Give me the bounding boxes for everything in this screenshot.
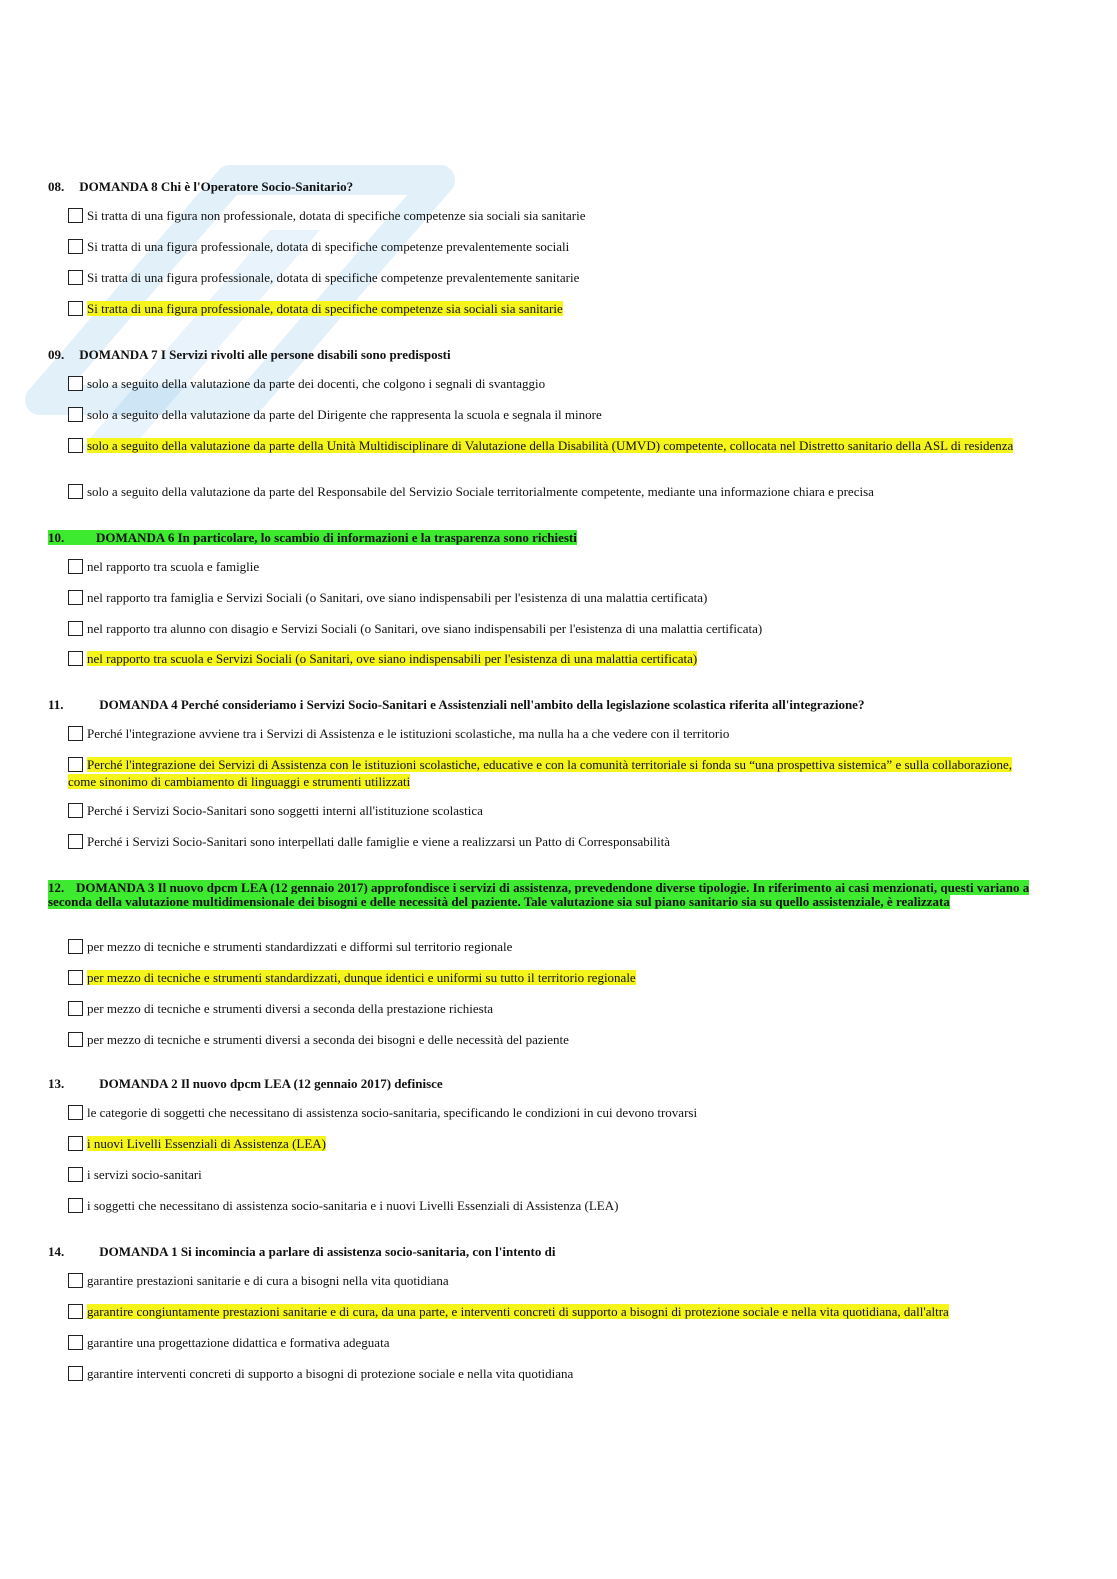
option-13-a <box>68 1104 1031 1121</box>
question-10 <box>48 531 1031 545</box>
option-13-d <box>68 1197 1031 1214</box>
option-text: i soggetti che necessitano di assistenza socio-sanitaria e i nuovi Livelli Essenziali di Assistenza (LEA) <box>87 1198 619 1213</box>
option-14-d <box>68 1365 1031 1382</box>
checkbox[interactable] <box>68 803 83 818</box>
option-09-d <box>68 483 1031 500</box>
question-highlight <box>48 530 577 545</box>
checkbox[interactable] <box>68 834 83 849</box>
question-text: DOMANDA 1 Si incomincia a parlare di assistenza socio-sanitaria, con l'intento di <box>99 1244 556 1259</box>
option-text: garantire interventi concreti di supporto a bisogni di protezione sociale e nella vita quotidiana <box>87 1366 574 1381</box>
checkbox[interactable] <box>68 1304 83 1319</box>
checkbox[interactable] <box>68 590 83 605</box>
option-text: per mezzo di tecniche e strumenti diversi a seconda della prestazione richiesta <box>87 1001 494 1016</box>
option-text-highlighted: solo a seguito della valutazione da parte della Unità Multidisciplinare di Valutazione della Disabilità (UMVD) competente, collocata nel Distretto sanitario della ASL di residenza <box>87 438 1014 453</box>
checkbox[interactable] <box>68 1366 83 1381</box>
checkbox[interactable] <box>68 301 83 316</box>
question-text: DOMANDA 2 Il nuovo dpcm LEA (12 gennaio 2017) definisce <box>99 1076 443 1091</box>
option-text-highlighted: per mezzo di tecniche e strumenti standardizzati, dunque identici e uniformi su tutto il territorio regionale <box>87 970 636 985</box>
question-14 <box>48 1245 1031 1259</box>
question-number: 11. <box>48 697 64 712</box>
option-10-c <box>68 620 1031 637</box>
question-text: DOMANDA 4 Perché consideriamo i Servizi Socio-Sanitari e Assistenziali nell'ambito della legislazione scolastica riferita all'integrazione? <box>99 697 865 712</box>
option-text: Si tratta di una figura professionale, dotata di specifiche competenze prevalentemente sociali <box>87 239 570 254</box>
option-text: Si tratta di una figura non professionale, dotata di specifiche competenze sia sociali sia sanitarie <box>87 208 586 223</box>
checkbox[interactable] <box>68 376 83 391</box>
checkbox[interactable] <box>68 208 83 223</box>
checkbox[interactable] <box>68 651 83 666</box>
question-text: DOMANDA 3 Il nuovo dpcm LEA (12 gennaio 2017) approfondisce i servizi di assistenza, prevedendone diverse tipologie. In riferimento ai casi menzionati, questi variano a seconda della valutazione multidimensionale dei bisogni e delle necessità del paziente. Tale valutazione sia sul piano sanitario sia su quello assistenziale, è realizzata <box>48 880 1030 909</box>
question-number: 10. <box>48 530 65 545</box>
option-14-c <box>68 1334 1031 1351</box>
checkbox[interactable] <box>68 270 83 285</box>
option-13-b-correct <box>68 1135 1031 1152</box>
checkbox[interactable] <box>68 726 83 741</box>
option-12-c <box>68 1000 1031 1017</box>
checkbox[interactable] <box>68 239 83 254</box>
checkbox[interactable] <box>68 1105 83 1120</box>
option-08-a <box>68 207 1031 224</box>
option-14-b-correct <box>68 1303 1031 1320</box>
option-09-c-correct <box>68 437 1031 454</box>
option-11-c <box>68 802 1031 819</box>
checkbox[interactable] <box>68 1198 83 1213</box>
question-text: DOMANDA 8 Chi è l'Operatore Socio-Sanitario? <box>79 179 354 194</box>
checkbox[interactable] <box>68 1335 83 1350</box>
checkbox[interactable] <box>68 970 83 985</box>
question-text: DOMANDA 7 I Servizi rivolti alle persone disabili sono predisposti <box>79 347 451 362</box>
option-text: solo a seguito della valutazione da parte del Responsabile del Servizio Sociale territorialmente competente, mediante una informazione chiara e precisa <box>87 484 874 499</box>
option-text: Perché l'integrazione avviene tra i Servizi di Assistenza e le istituzioni scolastiche, ma nulla ha a che vedere con il territorio <box>87 726 730 741</box>
option-text: nel rapporto tra alunno con disagio e Servizi Sociali (o Sanitari, ove siano indispensabili per l'esistenza di una malattia certificata) <box>87 621 763 636</box>
question-number: 09. <box>48 347 65 362</box>
checkbox[interactable] <box>68 1273 83 1288</box>
question-number: 14. <box>48 1244 65 1259</box>
option-text: Si tratta di una figura professionale, dotata di specifiche competenze prevalentemente sanitarie <box>87 270 580 285</box>
question-highlight <box>48 880 1029 909</box>
question-text: DOMANDA 6 In particolare, lo scambio di informazioni e la trasparenza sono richiesti <box>96 530 577 545</box>
checkbox[interactable] <box>68 484 83 499</box>
option-text: garantire prestazioni sanitarie e di cura a bisogni nella vita quotidiana <box>87 1273 449 1288</box>
option-text: solo a seguito della valutazione da parte del Dirigente che rappresenta la scuola e segnala il minore <box>87 407 602 422</box>
option-text-highlighted: i nuovi Livelli Essenziali di Assistenza (LEA) <box>87 1136 327 1151</box>
option-text-highlighted: nel rapporto tra scuola e Servizi Sociali (o Sanitari, ove siano indispensabili per l'esistenza di una malattia certificata) <box>87 651 698 666</box>
checkbox[interactable] <box>68 621 83 636</box>
option-08-d-correct <box>68 300 1031 317</box>
option-text: garantire una progettazione didattica e formativa adeguata <box>87 1335 390 1350</box>
option-11-a <box>68 725 1031 742</box>
question-11 <box>48 698 1031 712</box>
option-08-b <box>68 238 1031 255</box>
option-14-a <box>68 1272 1031 1289</box>
question-12 <box>48 881 1031 909</box>
option-text: Perché i Servizi Socio-Sanitari sono interpellati dalle famiglie e viene a realizzarsi un Patto di Corresponsabilità <box>87 834 671 849</box>
option-text: per mezzo di tecniche e strumenti diversi a seconda dei bisogni e delle necessità del paziente <box>87 1032 569 1047</box>
option-08-c <box>68 269 1031 286</box>
checkbox[interactable] <box>68 1167 83 1182</box>
option-text: i servizi socio-sanitari <box>87 1167 202 1182</box>
option-10-a <box>68 558 1031 575</box>
option-12-b-correct <box>68 969 1031 986</box>
checkbox[interactable] <box>68 559 83 574</box>
option-text: nel rapporto tra famiglia e Servizi Sociali (o Sanitari, ove siano indispensabili per l'esistenza di una malattia certificata) <box>87 590 708 605</box>
option-text: le categorie di soggetti che necessitano di assistenza socio-sanitaria, specificando le condizioni in cui devono trovarsi <box>87 1105 698 1120</box>
option-10-d-correct <box>68 650 1031 667</box>
checkbox[interactable] <box>68 757 83 772</box>
option-11-b-correct <box>68 756 1031 790</box>
checkbox[interactable] <box>68 1032 83 1047</box>
checkbox[interactable] <box>68 1136 83 1151</box>
question-09 <box>48 348 1031 362</box>
question-08 <box>48 180 1031 194</box>
option-text-highlighted: Perché l'integrazione dei Servizi di Assistenza con le istituzioni scolastiche, educative e con la comunità territoriale si fonda su “una prospettiva sistemica” e sulla collaborazione, come sinonimo di cambiamento di linguaggi e strumenti utilizzati <box>68 757 1013 789</box>
option-text-highlighted: Si tratta di una figura professionale, dotata di specifiche competenze sia sociali sia sanitarie <box>87 301 563 316</box>
option-09-b <box>68 406 1031 423</box>
option-13-c <box>68 1166 1031 1183</box>
checkbox[interactable] <box>68 407 83 422</box>
option-10-b <box>68 589 1031 606</box>
question-number: 13. <box>48 1076 65 1091</box>
option-09-a <box>68 375 1031 392</box>
question-number: 08. <box>48 179 65 194</box>
option-text: per mezzo di tecniche e strumenti standardizzati e difformi sul territorio regionale <box>87 939 513 954</box>
option-11-d <box>68 833 1031 850</box>
option-text: Perché i Servizi Socio-Sanitari sono soggetti interni all'istituzione scolastica <box>87 803 483 818</box>
option-text-highlighted: garantire congiuntamente prestazioni sanitarie e di cura, da una parte, e interventi concreti di supporto a bisogni di protezione sociale e nella vita quotidiana, dall'altra <box>87 1304 949 1319</box>
checkbox[interactable] <box>68 939 83 954</box>
option-12-d <box>68 1031 1031 1048</box>
option-text: nel rapporto tra scuola e famiglie <box>87 559 260 574</box>
question-number: 12. <box>48 880 65 895</box>
checkbox[interactable] <box>68 438 83 453</box>
question-13 <box>48 1077 1031 1091</box>
option-12-a <box>68 938 1031 955</box>
option-text: solo a seguito della valutazione da parte dei docenti, che colgono i segnali di svantaggio <box>87 376 546 391</box>
checkbox[interactable] <box>68 1001 83 1016</box>
